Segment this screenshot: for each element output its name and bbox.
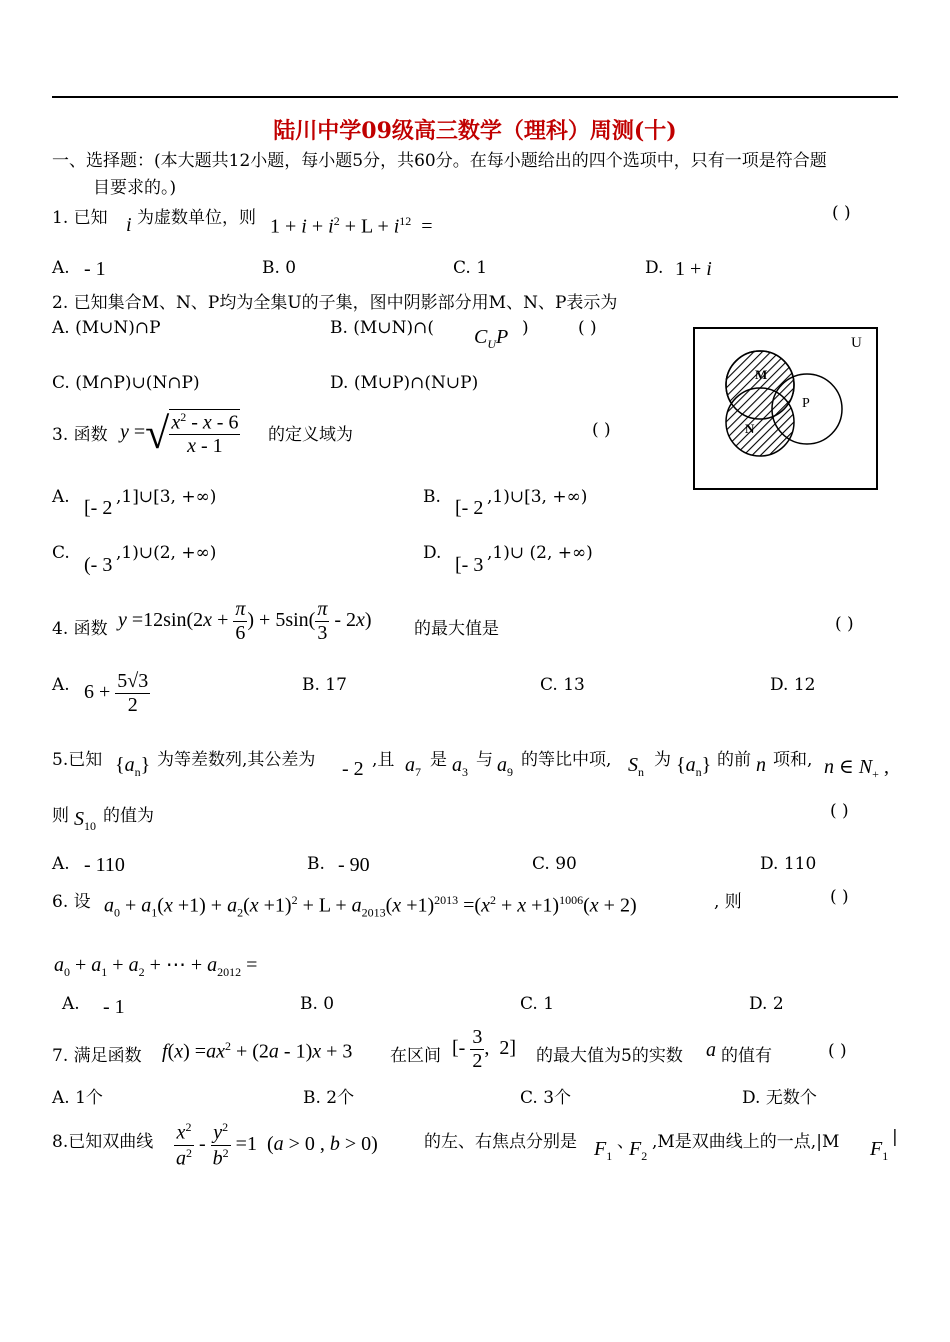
q1-option-a-value: - 1 xyxy=(84,258,106,280)
q3-option-d-rest: ,1)∪ (2, +∞) xyxy=(487,543,593,563)
q3-option-d: D. xyxy=(423,543,442,563)
q5-line2: 则 xyxy=(52,806,69,826)
q6-sum: $a_0 + a_1 + a_2$ + ⋯ + $a_{2012}$ = xyxy=(54,954,258,979)
q3-option-b-start: [- 2 xyxy=(455,497,484,519)
page-title: 陆川中学09级高三数学（理科）周测(十) xyxy=(273,118,677,144)
q7-option-a: A. 1个 xyxy=(52,1088,103,1108)
q1-option-d-value: 1 + i xyxy=(675,258,712,280)
q1-var-i: i xyxy=(126,214,132,236)
q3-option-c-rest: ,1)∪(2, +∞) xyxy=(116,543,217,563)
q4-option-a-value: 6 + $\frac{5√3}{2}$ xyxy=(84,670,149,716)
q7-tail-2: 的值有 xyxy=(721,1046,772,1066)
q2-option-b: B. (M∪N)∩( xyxy=(330,318,434,338)
q6-option-c: C. 1 xyxy=(520,994,555,1014)
q2-stem: 2. 已知集合M、N、P均为全集U的子集，图中阴影部分用M、N、P表示为 xyxy=(52,293,618,313)
venn-label-n: N xyxy=(745,421,755,436)
q4-option-a: A. xyxy=(52,675,70,695)
q5-answer-bracket: ( ) xyxy=(830,801,849,821)
q8-hyperbola: $\frac{x^2}{a^2}$ - $\frac{y^2}{b^2}$ =1 (a > 0 , b > 0) xyxy=(176,1120,378,1170)
q5-option-b-value: - 90 xyxy=(338,854,370,876)
q1-option-d: D. xyxy=(645,258,664,278)
q6-option-d: D. 2 xyxy=(749,994,784,1014)
q5-option-b: B. xyxy=(307,854,325,874)
q8-tail-3: | xyxy=(892,1127,898,1147)
q5-seq-an-2: $\{a_n\}$ xyxy=(676,754,712,779)
q5-a7: $a_7$ xyxy=(405,754,421,779)
q1-option-b: B. 0 xyxy=(262,258,297,278)
top-rule xyxy=(52,96,898,98)
q7-function: $f(x) =ax^2 + (2a - 1)x + 3$ xyxy=(162,1039,353,1063)
q5-seq-an: $\{a_n\}$ xyxy=(115,754,151,779)
q1-answer-bracket: ( ) xyxy=(832,203,851,223)
q2-option-b-tail: ) xyxy=(522,318,529,338)
venn-diagram xyxy=(693,327,878,491)
q7-option-d: D. 无数个 xyxy=(742,1088,817,1108)
q5-line2-tail: 的值为 xyxy=(103,806,154,826)
q5-option-c: C. 90 xyxy=(532,854,577,874)
q7-option-b: B. 2个 xyxy=(303,1088,355,1108)
q6-expansion: $a_0 + a_1(x +1) + a_2(x +1)^2 + L + a_{2013}(x +1)^{2013} =(x^2 + x +1)^{1006}(x + 2)$ xyxy=(104,893,637,920)
q8-stem: 8.已知双曲线 xyxy=(52,1132,154,1152)
q3-option-a-start: [- 2 xyxy=(84,497,113,519)
q6-answer-bracket: ( ) xyxy=(830,887,849,907)
venn-label-m: M xyxy=(755,367,768,382)
q6-stem: 6. 设 xyxy=(52,892,91,912)
q7-stem: 7. 满足函数 xyxy=(52,1046,142,1066)
q1-stem-b: 为虚数单位，则 xyxy=(137,208,256,228)
q3-answer-bracket: ( ) xyxy=(592,420,611,440)
q7-mid: 在区间 xyxy=(390,1046,441,1066)
q3-function: y =√ $\frac{x^2 - x - 6}{x - 1}$ xyxy=(120,409,239,458)
q4-option-c: C. 13 xyxy=(540,675,585,695)
q2-option-d: D. (M∪P)∩(N∪P) xyxy=(330,373,479,393)
q3-option-c: C. xyxy=(52,543,70,563)
q5-text-d: 是 xyxy=(430,750,447,770)
q3-stem: 3. 函数 xyxy=(52,425,108,445)
q6-option-a: A. xyxy=(62,994,80,1014)
q5-text-i: 项和, xyxy=(773,750,813,770)
q3-option-c-start: (- 3 xyxy=(84,554,113,576)
q4-answer-bracket: ( ) xyxy=(835,614,854,634)
q7-interval: [- $\frac{3}{2}$ , 2] xyxy=(452,1026,516,1072)
q4-tail: 的最大值是 xyxy=(414,619,499,639)
q5-text-g: 为 xyxy=(654,750,671,770)
q5-a3: $a_3$ xyxy=(452,754,468,779)
q7-answer-bracket: ( ) xyxy=(828,1041,847,1061)
venn-label-u: U xyxy=(851,335,862,351)
q1-option-a: A. xyxy=(52,258,70,278)
q3-option-b: B. xyxy=(423,487,441,507)
q1-expression: $1 + i + i^2 + L + i^{12}$ = xyxy=(270,214,433,238)
q8-f1: $F_1$ xyxy=(594,1138,613,1163)
q5-diff: - 2 xyxy=(342,758,364,780)
q5-text-e: 与 xyxy=(476,750,493,770)
venn-label-p: P xyxy=(802,396,810,411)
q3-tail: 的定义域为 xyxy=(268,425,353,445)
set-n-circle xyxy=(726,388,794,456)
q5-s10: $S_{10}$ xyxy=(74,808,96,833)
q4-stem: 4. 函数 xyxy=(52,619,108,639)
q8-f2: $F_2$ xyxy=(629,1138,648,1163)
q5-a9: $a_9$ xyxy=(497,754,513,779)
q8-tail: 的左、右焦点分别是 xyxy=(424,1132,577,1152)
q2-option-a: A. (M∪N)∩P xyxy=(52,318,161,338)
q2-option-c: C. (M∩P)∪(N∩P) xyxy=(52,373,200,393)
q5-text-f: 的等比中项, xyxy=(521,750,612,770)
q6-tail: , 则 xyxy=(714,892,742,912)
q3-option-b-rest: ,1)∪[3, +∞) xyxy=(487,487,588,507)
q8-sep: 、 xyxy=(617,1132,634,1152)
q6-option-b: B. 0 xyxy=(300,994,335,1014)
q5-option-d: D. 110 xyxy=(760,854,817,874)
q5-n-domain: n ∈ $N_+$ , xyxy=(824,756,889,781)
q4-option-d: D. 12 xyxy=(770,675,816,695)
q7-tail: 的最大值为5的实数 xyxy=(536,1046,683,1066)
q8-f1-b: $F_1$ xyxy=(870,1138,889,1163)
q1-option-c: C. 1 xyxy=(453,258,488,278)
q5-stem: 5.已知 xyxy=(52,750,103,770)
q5-n: n xyxy=(756,754,766,776)
section-heading: 一、选择题：(本大题共12小题，每小题5分，共60分。在每小题给出的四个选项中，只有一项是符合题 xyxy=(52,151,827,171)
section-heading-cont: 目要求的。) xyxy=(93,178,177,198)
q5-option-a: A. xyxy=(52,854,70,874)
q5-text-c: ,且 xyxy=(372,750,395,770)
q5-sn: $S_n$ xyxy=(628,754,644,779)
q7-var-a: a xyxy=(706,1039,716,1061)
q3-option-a: A. xyxy=(52,487,70,507)
q7-option-c: C. 3个 xyxy=(520,1088,572,1108)
q5-option-a-value: - 110 xyxy=(84,854,125,876)
q8-tail-2: ,M是双曲线上的一点,|M xyxy=(652,1132,840,1152)
q5-text-h: 的前 xyxy=(717,750,751,770)
q2-answer-bracket: ( ) xyxy=(578,318,597,338)
q4-function: y =12sin(2x + $\frac{\pi}{6}$ ) + 5sin( $\frac{\pi}{3}$ - 2x) xyxy=(118,598,372,644)
q3-option-d-start: [- 3 xyxy=(455,554,484,576)
q4-option-b: B. 17 xyxy=(302,675,347,695)
q3-option-a-rest: ,1]∪[3, +∞) xyxy=(116,487,217,507)
q2-option-b-expr: $C_UP$ xyxy=(474,326,509,351)
q1-stem: 1. 已知 xyxy=(52,208,108,228)
q6-option-a-value: - 1 xyxy=(103,996,125,1018)
q5-text-b: 为等差数列,其公差为 xyxy=(157,750,316,770)
